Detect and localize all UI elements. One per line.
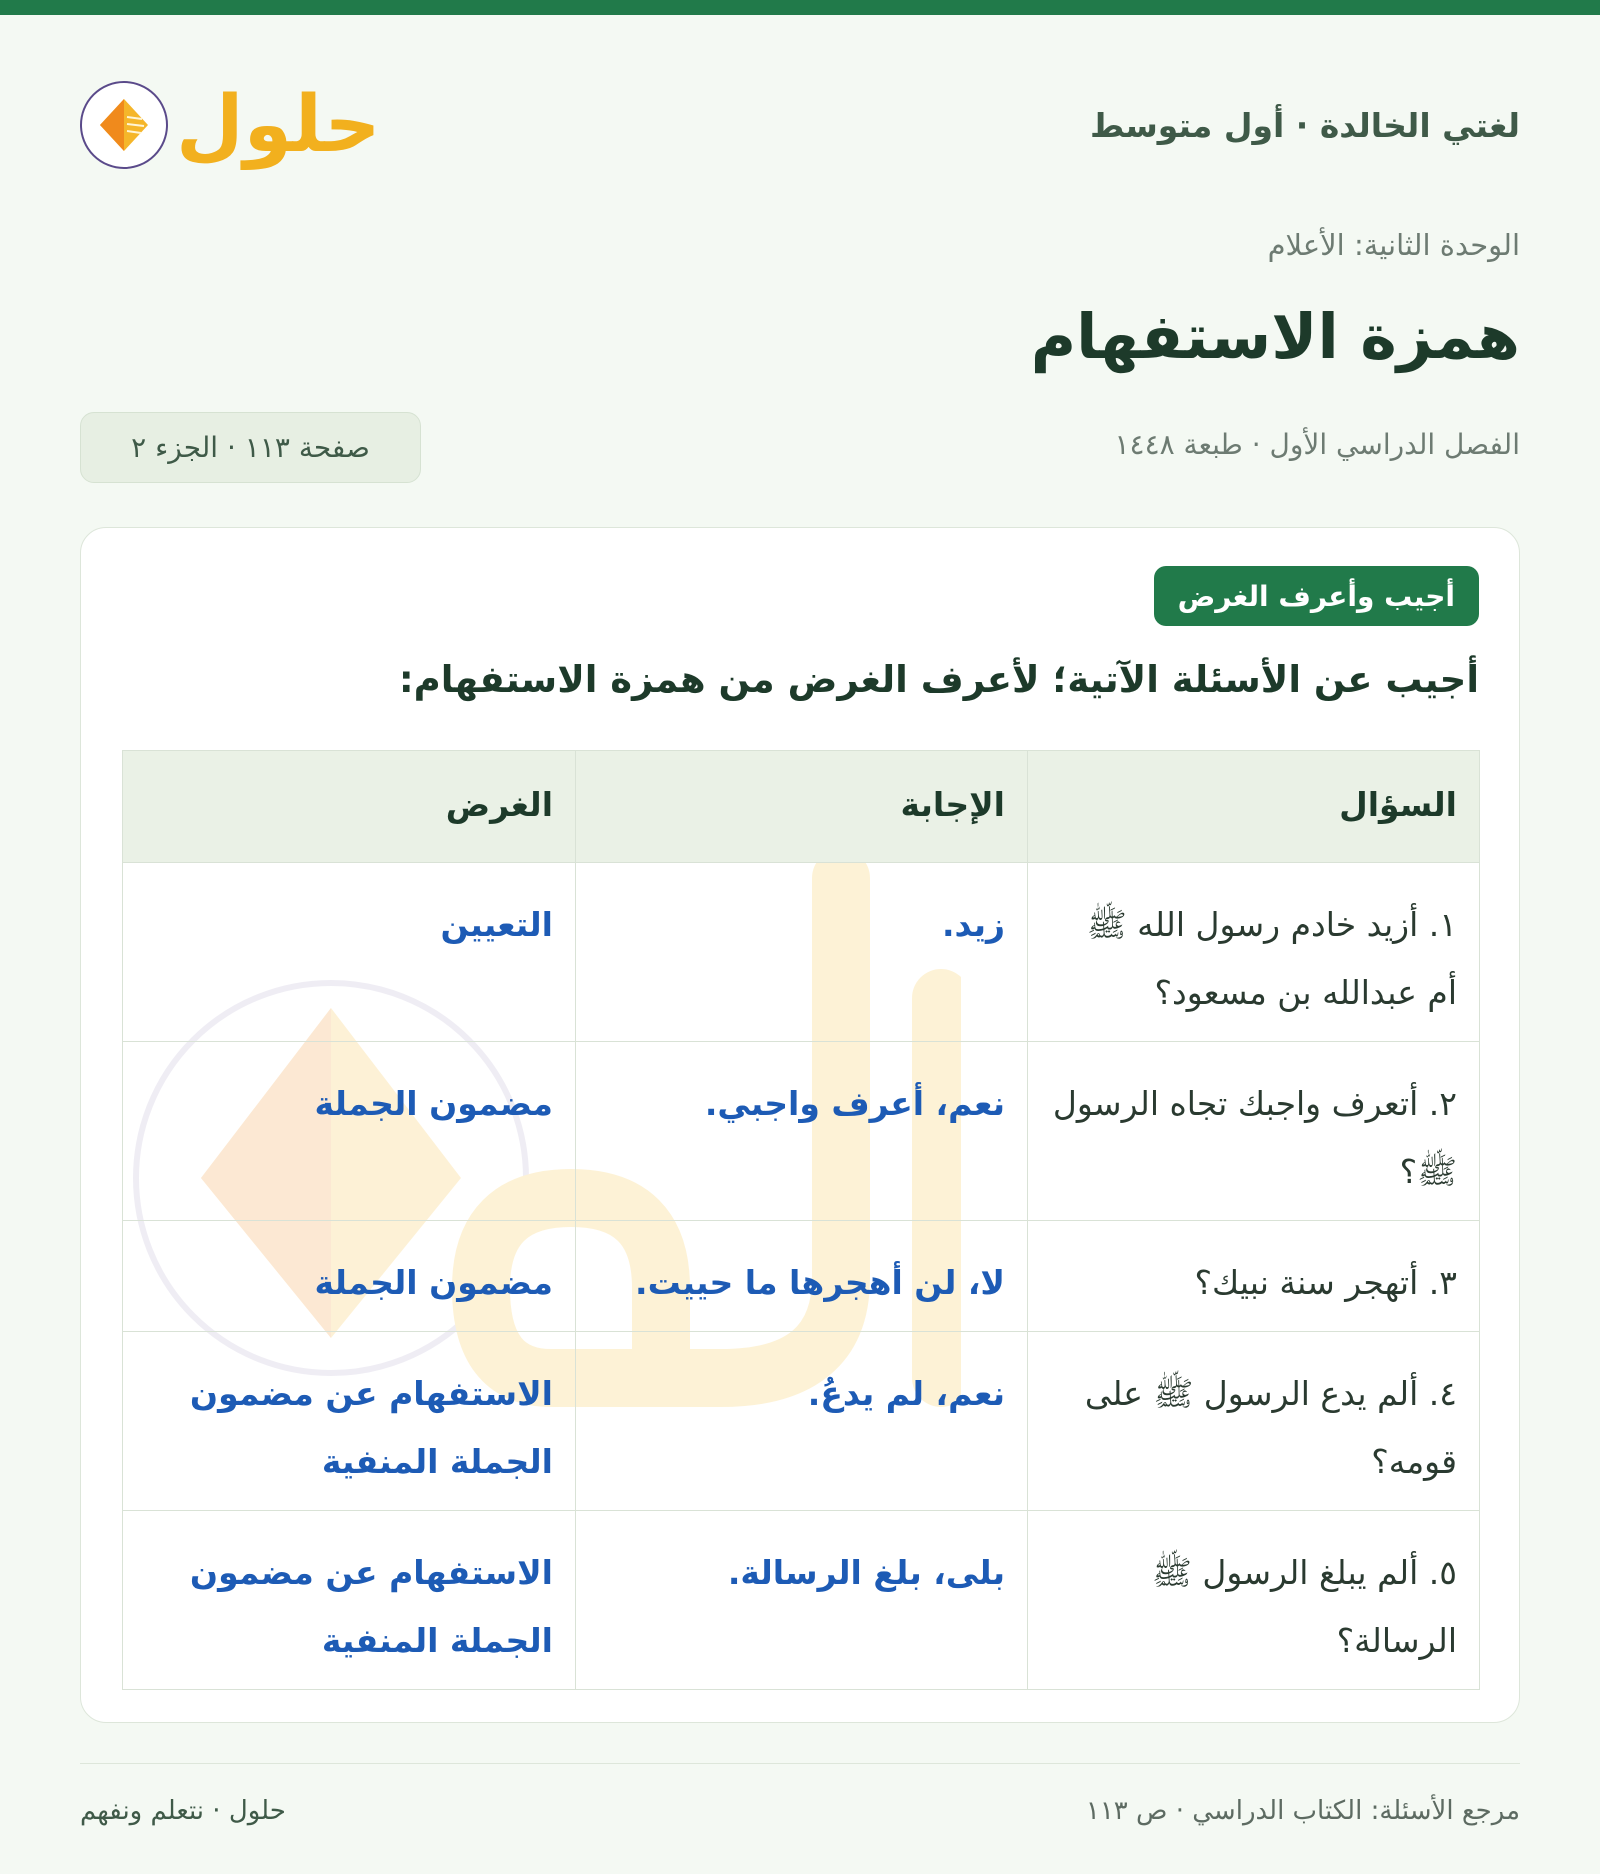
answer-cell: نعم، أعرف واجبي. — [576, 1042, 1028, 1221]
exercise-tag: أجيب وأعرف الغرض — [1154, 566, 1479, 626]
answers-table — [122, 750, 1480, 1690]
question-cell: ٢. أتعرف واجبك تجاه الرسول ﷺ؟ — [1028, 1042, 1480, 1221]
purpose-cell: الاستفهام عن مضمون الجملة المنفية — [123, 1332, 576, 1511]
column-header-answer: الإجابة — [576, 751, 1028, 863]
exercise-card — [80, 527, 1520, 1723]
book-icon — [80, 81, 168, 169]
table-row — [123, 1221, 1480, 1332]
purpose-cell: الاستفهام عن مضمون الجملة المنفية — [123, 1511, 576, 1690]
answer-cell: نعم، لم يدعُ. — [576, 1332, 1028, 1511]
answer-cell: لا، لن أهجرها ما حييت. — [576, 1221, 1028, 1332]
table-row — [123, 1042, 1480, 1221]
question-cell: ٣. أتهجر سنة نبيك؟ — [1028, 1221, 1480, 1332]
question-cell: ٥. ألم يبلغ الرسول ﷺ الرسالة؟ — [1028, 1511, 1480, 1690]
column-header-purpose: الغرض — [123, 751, 576, 863]
top-accent-bar — [0, 0, 1600, 15]
table-row — [123, 863, 1480, 1042]
table-header-row — [123, 751, 1480, 863]
exercise-instruction: أجيب عن الأسئلة الآتية؛ لأعرف الغرض من همزة الاستفهام: — [398, 658, 1479, 701]
table-row — [123, 1332, 1480, 1511]
question-cell: ١. أزيد خادم رسول الله ﷺ أم عبدالله بن مسعود؟ — [1028, 863, 1480, 1042]
column-header-question: السؤال — [1028, 751, 1480, 863]
footer-brand[interactable]: حلول · نتعلم ونفهم — [80, 1796, 286, 1826]
footer-source: مرجع الأسئلة: الكتاب الدراسي · ص ١١٣ — [1085, 1796, 1520, 1826]
table-row — [123, 1511, 1480, 1690]
answer-cell: بلى، بلغ الرسالة. — [576, 1511, 1028, 1690]
edition-meta: الفصل الدراسي الأول · طبعة ١٤٤٨ — [1114, 428, 1520, 461]
book-title: لغتي الخالدة · أول متوسط — [1089, 105, 1520, 145]
page-title: همزة الاستفهام — [1030, 300, 1520, 373]
purpose-cell: مضمون الجملة — [123, 1221, 576, 1332]
logo-wordmark: حلول — [176, 80, 381, 170]
question-cell: ٤. ألم يدع الرسول ﷺ على قومه؟ — [1028, 1332, 1480, 1511]
purpose-cell: التعيين — [123, 863, 576, 1042]
brand-logo[interactable] — [80, 81, 381, 169]
unit-label: الوحدة الثانية: الأعلام — [1267, 228, 1520, 262]
page-reference-badge: صفحة ١١٣ · الجزء ٢ — [80, 412, 421, 483]
page-header — [80, 60, 1520, 190]
answer-cell: زيد. — [576, 863, 1028, 1042]
purpose-cell: مضمون الجملة — [123, 1042, 576, 1221]
footer-divider — [80, 1763, 1520, 1764]
